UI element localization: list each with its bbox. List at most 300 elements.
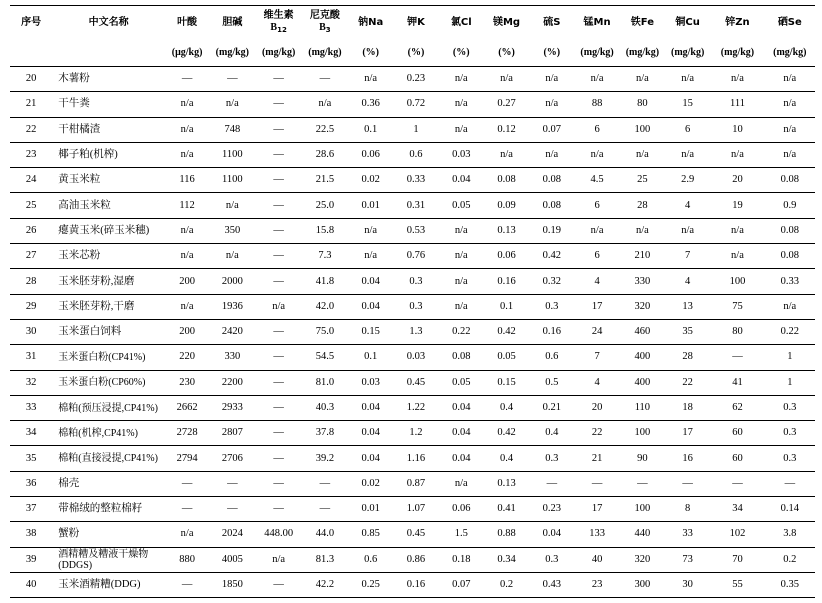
value-cell: 0.08 xyxy=(439,345,484,370)
value-cell: 17 xyxy=(665,421,710,446)
value-cell: 0.23 xyxy=(393,67,438,92)
col-header-copper: 铜Cu xyxy=(665,6,710,41)
value-cell: n/a xyxy=(165,92,209,117)
value-cell: 0.3 xyxy=(529,294,574,319)
value-cell: 2706 xyxy=(209,446,255,471)
value-cell: 0.04 xyxy=(348,446,393,471)
value-cell: 0.03 xyxy=(439,142,484,167)
value-cell: 2420 xyxy=(209,319,255,344)
value-cell: 55 xyxy=(710,572,764,597)
value-cell: 22.5 xyxy=(302,117,348,142)
value-cell: n/a xyxy=(439,269,484,294)
value-cell: 0.03 xyxy=(393,345,438,370)
unit-cell: (mg/kg) xyxy=(620,40,665,67)
value-cell: 6 xyxy=(574,244,619,269)
value-cell: 2200 xyxy=(209,370,255,395)
value-cell: 1850 xyxy=(209,572,255,597)
value-cell: 2000 xyxy=(209,269,255,294)
col-header-iron: 铁Fe xyxy=(620,6,665,41)
value-cell: — xyxy=(255,370,301,395)
value-cell: 0.04 xyxy=(348,421,393,446)
value-cell: 44.0 xyxy=(302,522,348,547)
value-cell: 1.5 xyxy=(439,522,484,547)
value-cell: n/a xyxy=(484,142,529,167)
table-row xyxy=(10,193,815,218)
value-cell: 4 xyxy=(665,193,710,218)
row-index-cell: 36 xyxy=(10,471,52,496)
value-cell: 0.08 xyxy=(529,168,574,193)
table-row xyxy=(10,497,815,522)
table-row xyxy=(10,572,815,597)
value-cell: 1.16 xyxy=(393,446,438,471)
table-row xyxy=(10,446,815,471)
value-cell: n/a xyxy=(665,142,710,167)
value-cell: 0.16 xyxy=(484,269,529,294)
value-cell: 0.01 xyxy=(348,193,393,218)
value-cell: — xyxy=(165,572,209,597)
value-cell: 13 xyxy=(665,294,710,319)
value-cell: 0.31 xyxy=(393,193,438,218)
value-cell: n/a xyxy=(348,218,393,243)
value-cell: 0.13 xyxy=(484,218,529,243)
value-cell: 16 xyxy=(665,446,710,471)
unit-cell: (mg/kg) xyxy=(209,40,255,67)
value-cell: — xyxy=(209,67,255,92)
value-cell: 17 xyxy=(574,497,619,522)
value-cell: 448.00 xyxy=(255,522,301,547)
value-cell: 73 xyxy=(665,547,710,572)
row-index-cell: 39 xyxy=(10,547,52,572)
value-cell: 0.42 xyxy=(484,319,529,344)
value-cell: 0.3 xyxy=(393,269,438,294)
value-cell: 0.04 xyxy=(348,269,393,294)
value-cell: — xyxy=(255,446,301,471)
value-cell: 88 xyxy=(574,92,619,117)
value-cell: 0.04 xyxy=(348,294,393,319)
value-cell: 0.08 xyxy=(765,168,815,193)
value-cell: 112 xyxy=(165,193,209,218)
table-row xyxy=(10,168,815,193)
row-index-cell: 28 xyxy=(10,269,52,294)
value-cell: — xyxy=(255,92,301,117)
value-cell: 100 xyxy=(620,117,665,142)
value-cell: 0.6 xyxy=(393,142,438,167)
header-row xyxy=(10,6,815,41)
col-header-selenium: 硒Se xyxy=(765,6,815,41)
niacin-letter: B xyxy=(319,22,326,33)
value-cell: 41.8 xyxy=(302,269,348,294)
value-cell: — xyxy=(255,421,301,446)
col-header-index: 序号 xyxy=(10,6,52,41)
value-cell: 22 xyxy=(665,370,710,395)
feed-name-cell: 干柑橘渣 xyxy=(52,117,165,142)
col-header-sulfur: 硫S xyxy=(529,6,574,41)
value-cell: 17 xyxy=(574,294,619,319)
value-cell: 400 xyxy=(620,345,665,370)
value-cell: n/a xyxy=(620,218,665,243)
row-index-cell: 25 xyxy=(10,193,52,218)
table-row xyxy=(10,142,815,167)
data-table-container xyxy=(10,5,815,598)
value-cell: — xyxy=(255,319,301,344)
unit-cell: (mg/kg) xyxy=(765,40,815,67)
feed-name-cell: 干牛粪 xyxy=(52,92,165,117)
table-row xyxy=(10,294,815,319)
feed-name-cell: 椰子粕(机榨) xyxy=(52,142,165,167)
feed-name-cell: 带棉绒的整粒棉籽 xyxy=(52,497,165,522)
value-cell: n/a xyxy=(439,294,484,319)
value-cell: 110 xyxy=(620,395,665,420)
value-cell: 133 xyxy=(574,522,619,547)
value-cell: 0.42 xyxy=(484,421,529,446)
table-row xyxy=(10,471,815,496)
feed-name-cell: 瘪黄玉米(碎玉米穗) xyxy=(52,218,165,243)
value-cell: 0.13 xyxy=(484,471,529,496)
col-header-sodium: 钠Na xyxy=(348,6,393,41)
value-cell: 25 xyxy=(620,168,665,193)
row-index-cell: 37 xyxy=(10,497,52,522)
value-cell: n/a xyxy=(209,193,255,218)
value-cell: 4 xyxy=(574,269,619,294)
value-cell: 0.25 xyxy=(348,572,393,597)
table-row xyxy=(10,244,815,269)
value-cell: 0.1 xyxy=(348,345,393,370)
value-cell: — xyxy=(255,572,301,597)
feed-name-cell: 玉米蛋白饲料 xyxy=(52,319,165,344)
value-cell: n/a xyxy=(620,67,665,92)
value-cell: 80 xyxy=(710,319,764,344)
value-cell: 4 xyxy=(574,370,619,395)
value-cell: n/a xyxy=(529,142,574,167)
value-cell: 2794 xyxy=(165,446,209,471)
feed-name-cell: 棉粕(预压浸提,CP41%) xyxy=(52,395,165,420)
unit-cell: (%) xyxy=(484,40,529,67)
value-cell: — xyxy=(255,67,301,92)
vitb12-label: 维生素 xyxy=(263,10,294,21)
value-cell: n/a xyxy=(165,244,209,269)
col-header-potassium: 钾K xyxy=(393,6,438,41)
value-cell: 1.2 xyxy=(393,421,438,446)
value-cell: 7 xyxy=(665,244,710,269)
row-index-cell: 27 xyxy=(10,244,52,269)
table-row xyxy=(10,522,815,547)
unit-cell: (%) xyxy=(393,40,438,67)
value-cell: 6 xyxy=(574,117,619,142)
value-cell: 0.16 xyxy=(393,572,438,597)
value-cell: 62 xyxy=(710,395,764,420)
value-cell: — xyxy=(255,168,301,193)
table-row xyxy=(10,319,815,344)
value-cell: 25.0 xyxy=(302,193,348,218)
value-cell: 10 xyxy=(710,117,764,142)
value-cell: 0.4 xyxy=(484,395,529,420)
value-cell: 0.3 xyxy=(765,421,815,446)
value-cell: 0.6 xyxy=(529,345,574,370)
value-cell: 100 xyxy=(710,269,764,294)
value-cell: n/a xyxy=(255,294,301,319)
feed-name-cell: 黄玉米粒 xyxy=(52,168,165,193)
value-cell: 0.05 xyxy=(439,370,484,395)
feed-name-cell: 棉粕(机榨,CP41%) xyxy=(52,421,165,446)
value-cell: n/a xyxy=(165,218,209,243)
value-cell: 0.22 xyxy=(765,319,815,344)
value-cell: 20 xyxy=(710,168,764,193)
value-cell: 7.3 xyxy=(302,244,348,269)
value-cell: n/a xyxy=(439,244,484,269)
value-cell: n/a xyxy=(529,67,574,92)
value-cell: 23 xyxy=(574,572,619,597)
row-index-cell: 23 xyxy=(10,142,52,167)
value-cell: 30 xyxy=(665,572,710,597)
unit-cell: (mg/kg) xyxy=(665,40,710,67)
value-cell: 42.0 xyxy=(302,294,348,319)
value-cell: 0.32 xyxy=(529,269,574,294)
value-cell: 22 xyxy=(574,421,619,446)
value-cell: — xyxy=(255,244,301,269)
unit-cell: (mg/kg) xyxy=(302,40,348,67)
value-cell: n/a xyxy=(574,67,619,92)
table-row xyxy=(10,269,815,294)
value-cell: 0.08 xyxy=(484,168,529,193)
table-row xyxy=(10,547,815,572)
value-cell: 0.85 xyxy=(348,522,393,547)
value-cell: 320 xyxy=(620,547,665,572)
value-cell: 1.07 xyxy=(393,497,438,522)
row-index-cell: 32 xyxy=(10,370,52,395)
value-cell: 0.1 xyxy=(484,294,529,319)
table-row xyxy=(10,67,815,92)
unit-cell xyxy=(52,40,165,67)
value-cell: — xyxy=(302,497,348,522)
value-cell: 0.86 xyxy=(393,547,438,572)
value-cell: 28.6 xyxy=(302,142,348,167)
value-cell: 0.87 xyxy=(393,471,438,496)
value-cell: n/a xyxy=(439,218,484,243)
value-cell: 2933 xyxy=(209,395,255,420)
value-cell: — xyxy=(255,269,301,294)
value-cell: n/a xyxy=(710,142,764,167)
value-cell: — xyxy=(209,471,255,496)
value-cell: 28 xyxy=(620,193,665,218)
value-cell: n/a xyxy=(302,92,348,117)
vitb12-subscript: 12 xyxy=(277,26,287,34)
col-header-name: 中文名称 xyxy=(52,6,165,41)
value-cell: 0.5 xyxy=(529,370,574,395)
value-cell: n/a xyxy=(255,547,301,572)
row-index-cell: 33 xyxy=(10,395,52,420)
value-cell: n/a xyxy=(765,117,815,142)
value-cell: 21.5 xyxy=(302,168,348,193)
value-cell: 19 xyxy=(710,193,764,218)
value-cell: — xyxy=(255,395,301,420)
value-cell: n/a xyxy=(439,471,484,496)
row-index-cell: 24 xyxy=(10,168,52,193)
value-cell: 0.04 xyxy=(439,168,484,193)
value-cell: 220 xyxy=(165,345,209,370)
value-cell: 2807 xyxy=(209,421,255,446)
value-cell: 0.04 xyxy=(529,522,574,547)
value-cell: 0.02 xyxy=(348,168,393,193)
value-cell: — xyxy=(620,471,665,496)
value-cell: 35 xyxy=(665,319,710,344)
value-cell: 0.3 xyxy=(765,395,815,420)
value-cell: 81.0 xyxy=(302,370,348,395)
value-cell: 0.42 xyxy=(529,244,574,269)
value-cell: — xyxy=(529,471,574,496)
value-cell: n/a xyxy=(620,142,665,167)
value-cell: n/a xyxy=(165,522,209,547)
value-cell: 210 xyxy=(620,244,665,269)
value-cell: 2024 xyxy=(209,522,255,547)
feed-name-cell: 酒精糟及糟液干燥物(DDGS) xyxy=(52,547,165,572)
value-cell: n/a xyxy=(165,142,209,167)
value-cell: 748 xyxy=(209,117,255,142)
unit-cell: (μg/kg) xyxy=(165,40,209,67)
table-row xyxy=(10,395,815,420)
col-header-manganese: 锰Mn xyxy=(574,6,619,41)
value-cell: 81.3 xyxy=(302,547,348,572)
feed-name-cell: 木薯粉 xyxy=(52,67,165,92)
value-cell: 0.23 xyxy=(529,497,574,522)
value-cell: 20 xyxy=(574,395,619,420)
value-cell: n/a xyxy=(529,92,574,117)
value-cell: 0.4 xyxy=(529,421,574,446)
value-cell: 0.09 xyxy=(484,193,529,218)
col-header-choline: 胆碱 xyxy=(209,6,255,41)
value-cell: 0.06 xyxy=(439,497,484,522)
value-cell: — xyxy=(302,67,348,92)
value-cell: 4005 xyxy=(209,547,255,572)
value-cell: 0.2 xyxy=(765,547,815,572)
value-cell: — xyxy=(710,345,764,370)
row-index-cell: 29 xyxy=(10,294,52,319)
value-cell: 0.41 xyxy=(484,497,529,522)
value-cell: 0.22 xyxy=(439,319,484,344)
value-cell: 0.04 xyxy=(439,395,484,420)
value-cell: 1 xyxy=(393,117,438,142)
value-cell: 37.8 xyxy=(302,421,348,446)
row-index-cell: 31 xyxy=(10,345,52,370)
value-cell: n/a xyxy=(165,117,209,142)
row-index-cell: 40 xyxy=(10,572,52,597)
value-cell: 0.03 xyxy=(348,370,393,395)
value-cell: 0.14 xyxy=(765,497,815,522)
value-cell: n/a xyxy=(574,218,619,243)
value-cell: 0.45 xyxy=(393,370,438,395)
value-cell: 2662 xyxy=(165,395,209,420)
value-cell: 0.05 xyxy=(439,193,484,218)
feed-name-cell: 玉米蛋白粉(CP60%) xyxy=(52,370,165,395)
col-header-magnesium: 镁Mg xyxy=(484,6,529,41)
value-cell: 0.3 xyxy=(529,446,574,471)
vitb12-letter: B xyxy=(270,22,278,33)
value-cell: 0.21 xyxy=(529,395,574,420)
niacin-subscript: 3 xyxy=(325,26,331,34)
value-cell: 0.53 xyxy=(393,218,438,243)
value-cell: — xyxy=(665,471,710,496)
value-cell: 200 xyxy=(165,269,209,294)
feed-name-cell: 玉米芯粉 xyxy=(52,244,165,269)
value-cell: 54.5 xyxy=(302,345,348,370)
table-body xyxy=(10,67,815,598)
value-cell: 1936 xyxy=(209,294,255,319)
value-cell: — xyxy=(255,471,301,496)
value-cell: 0.19 xyxy=(529,218,574,243)
row-index-cell: 20 xyxy=(10,67,52,92)
value-cell: — xyxy=(255,497,301,522)
unit-cell: (mg/kg) xyxy=(710,40,764,67)
feed-name-cell: 玉米酒精糟(DDG) xyxy=(52,572,165,597)
value-cell: 6 xyxy=(665,117,710,142)
value-cell: — xyxy=(165,471,209,496)
value-cell: 34 xyxy=(710,497,764,522)
value-cell: n/a xyxy=(348,67,393,92)
value-cell: 0.33 xyxy=(765,269,815,294)
value-cell: 0.16 xyxy=(529,319,574,344)
value-cell: 0.88 xyxy=(484,522,529,547)
value-cell: 90 xyxy=(620,446,665,471)
row-index-cell: 34 xyxy=(10,421,52,446)
value-cell: — xyxy=(255,193,301,218)
value-cell: — xyxy=(255,345,301,370)
value-cell: 70 xyxy=(710,547,764,572)
feed-composition-table xyxy=(10,5,815,598)
value-cell: 0.76 xyxy=(393,244,438,269)
value-cell: 0.02 xyxy=(348,471,393,496)
value-cell: — xyxy=(710,471,764,496)
value-cell: 0.18 xyxy=(439,547,484,572)
table-row xyxy=(10,345,815,370)
col-header-folate: 叶酸 xyxy=(165,6,209,41)
value-cell: 330 xyxy=(209,345,255,370)
unit-cell: (%) xyxy=(529,40,574,67)
value-cell: 0.9 xyxy=(765,193,815,218)
value-cell: 3.8 xyxy=(765,522,815,547)
unit-cell: (%) xyxy=(439,40,484,67)
table-row xyxy=(10,421,815,446)
value-cell: n/a xyxy=(165,294,209,319)
row-index-cell: 30 xyxy=(10,319,52,344)
value-cell: 0.35 xyxy=(765,572,815,597)
value-cell: 460 xyxy=(620,319,665,344)
value-cell: n/a xyxy=(348,244,393,269)
value-cell: 0.3 xyxy=(765,446,815,471)
value-cell: 2.9 xyxy=(665,168,710,193)
value-cell: n/a xyxy=(665,218,710,243)
value-cell: 0.08 xyxy=(765,244,815,269)
row-index-cell: 26 xyxy=(10,218,52,243)
value-cell: 0.15 xyxy=(484,370,529,395)
value-cell: 0.45 xyxy=(393,522,438,547)
value-cell: 0.6 xyxy=(348,547,393,572)
value-cell: 18 xyxy=(665,395,710,420)
col-header-zinc: 锌Zn xyxy=(710,6,764,41)
value-cell: 4 xyxy=(665,269,710,294)
value-cell: 41 xyxy=(710,370,764,395)
value-cell: 0.3 xyxy=(529,547,574,572)
unit-cell: (mg/kg) xyxy=(255,40,301,67)
value-cell: 40 xyxy=(574,547,619,572)
value-cell: 300 xyxy=(620,572,665,597)
value-cell: 200 xyxy=(165,319,209,344)
table-row xyxy=(10,92,815,117)
value-cell: 0.4 xyxy=(484,446,529,471)
value-cell: — xyxy=(165,497,209,522)
value-cell: 400 xyxy=(620,370,665,395)
value-cell: n/a xyxy=(765,92,815,117)
row-index-cell: 38 xyxy=(10,522,52,547)
value-cell: — xyxy=(209,497,255,522)
